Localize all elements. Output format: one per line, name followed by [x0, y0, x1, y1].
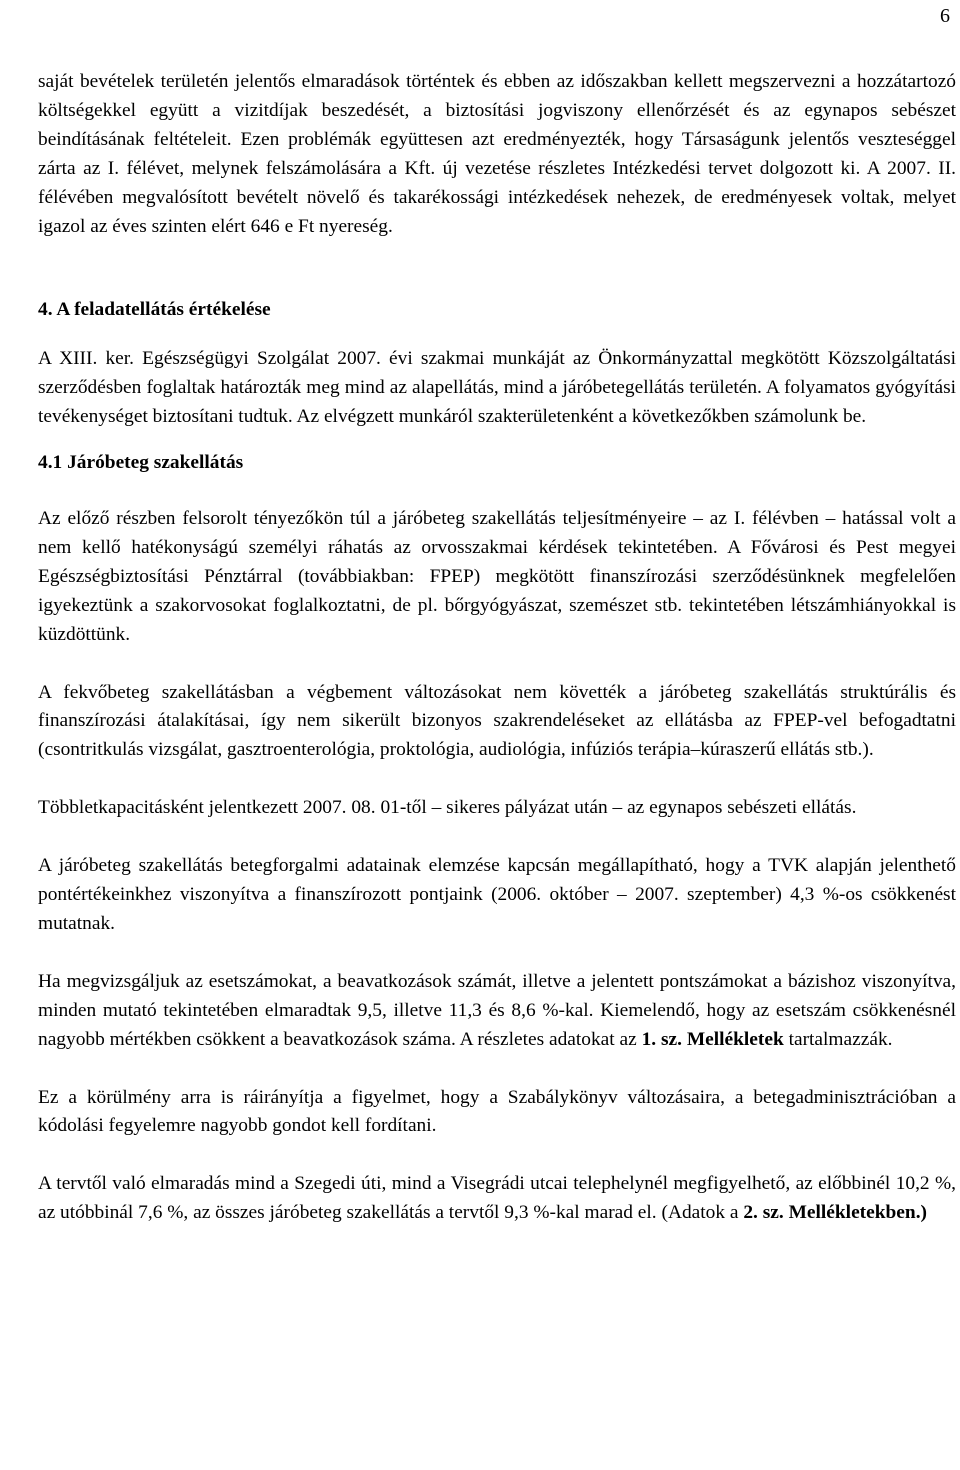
paragraph-case-numbers-text: Ha megvizsgáljuk az esetszámokat, a beavatkozások számát, illetve a jelentett pontszámokat a bázishoz viszonyítva, minden mutató tekintetében elmaradtak 9,5, illetve 11,3 és 8,6 %-kal. Kiemelendő, hogy az esetszám csökkenésnél nagyobb mértékben csökkent a beavatkozások száma. A részletes adatokat az — [38, 970, 956, 1050]
paragraph-revenue-shortfall: saját bevételek területén jelentős elmaradások történtek és ebben az időszakban kellett megszervezni a hozzátartozó költségekkel együtt a vizitdíjak beszedését, a biztosítási jogviszony ellenőrzését és az egynapos sebészet beindításának feltételeit. Ezen problémák együttesen azt eredményezték, hogy Társaságunk jelentős veszteséggel zárta az I. félévet, melynek felszámolására a Kft. új vezetése részletes Intézkedési tervet dolgozott ki. A 2007. II. félévében megvalósított bevételt növelő és takarékossági intézkedések nehezek, de eredményesek voltak, melyet igazol az éves szinten elért 646 e Ft nyereség. — [38, 71, 956, 237]
paragraph-case-numbers — [38, 968, 956, 1055]
paragraph-health-service-overview: A XIII. ker. Egészségügyi Szolgálat 2007. évi szakmai munkáját az Önkormányzattal megkötött Közszolgáltatási szerződésben foglaltak határozták meg mind az alapellátás, mind a járóbetegellátás területén. A folyamatos gyógyítási tevékenységet biztosítani tudtuk. Az elvégzett munkáról szakterületenként a következőkben számolunk be. — [38, 348, 956, 428]
paragraph-coding-discipline: Ez a körülmény arra is ráirányítja a figyelmet, hogy a Szabálykönyv változásaira, a betegadminisztrációban a kódolási fegyelemre nagyobb gondot kell fordítani. — [38, 1086, 956, 1137]
section-heading-task-evaluation: 4. A feladatellátás értékelése — [38, 299, 271, 321]
section-heading-outpatient-care: 4.1 Járóbeteg szakellátás — [38, 452, 244, 474]
paragraph-patient-traffic-analysis: A járóbeteg szakellátás betegforgalmi adatainak elemzése kapcsán megállapítható, hogy a TVK alapján jelenthető pontértékeinkhez viszonyítva a finanszírozott pontjaink (2006. október – 2007. szeptember) 4,3 %-os csökkenést mutatnak. — [38, 855, 956, 934]
page-number: 6 — [940, 5, 950, 27]
paragraph-case-numbers-end: tartalmazzák. — [783, 1028, 893, 1050]
paragraph-outpatient-performance: Az előző részben felsorolt tényezőkön túl a járóbeteg szakellátás teljesítményeire – az I. félévben – hatással volt a nem kellő hatékonyságú személyi ráhatás az orvosszakmai kérdések tekintetében. A Fővárosi és Pest megyei Egészségbiztosítási Pénztárral (továbbiakban: FPEP) megkötött finanszírozási szerződésünknek megfelelően igyekeztünk a szakorvosokat foglalkoztatni, de pl. bőrgyógyászat, szemészet stb. tekintetében létszámhiányokkal is küzdöttünk. — [38, 507, 956, 645]
paragraph-inpatient-changes: A fekvőbeteg szakellátásban a végbement változásokat nem követték a járóbeteg szakellátás struktúrális és finanszírozási átalakításai, így nem sikerült bizonyos szakrendeléseket az ellátásba az FPEP-vel befogadtatni (csontritkulás vizsgálat, gasztroenterológia, proktológia, audiológia, infúziós terápia–kúraszerű ellátás stb.). — [38, 681, 956, 761]
annex-reference-1-number: 1. sz. — [641, 1028, 682, 1050]
paragraph-plan-deviation-text: A tervtől való elmaradás mind a Szegedi úti, mind a Visegrádi utcai telephelynél megfigyelhető, az előbbinél 10,2 %, az utóbbinál 7,6 %, az összes járóbeteg szakellátás a tervtől 9,3 %-kal marad el. (Adatok a — [38, 1173, 956, 1224]
annex-reference-2-label: Mellékletekben.) — [788, 1202, 928, 1224]
annex-reference-1-label: Mellékletek — [686, 1028, 784, 1050]
annex-reference-2-number: 2. sz. — [743, 1202, 784, 1224]
paragraph-extra-capacity: Többletkapacitásként jelentkezett 2007. 08. 01-től – sikeres pályázat után – az egynapos sebészeti ellátás. — [38, 797, 857, 819]
paragraph-plan-deviation — [38, 1170, 956, 1228]
document-body — [38, 68, 956, 1228]
